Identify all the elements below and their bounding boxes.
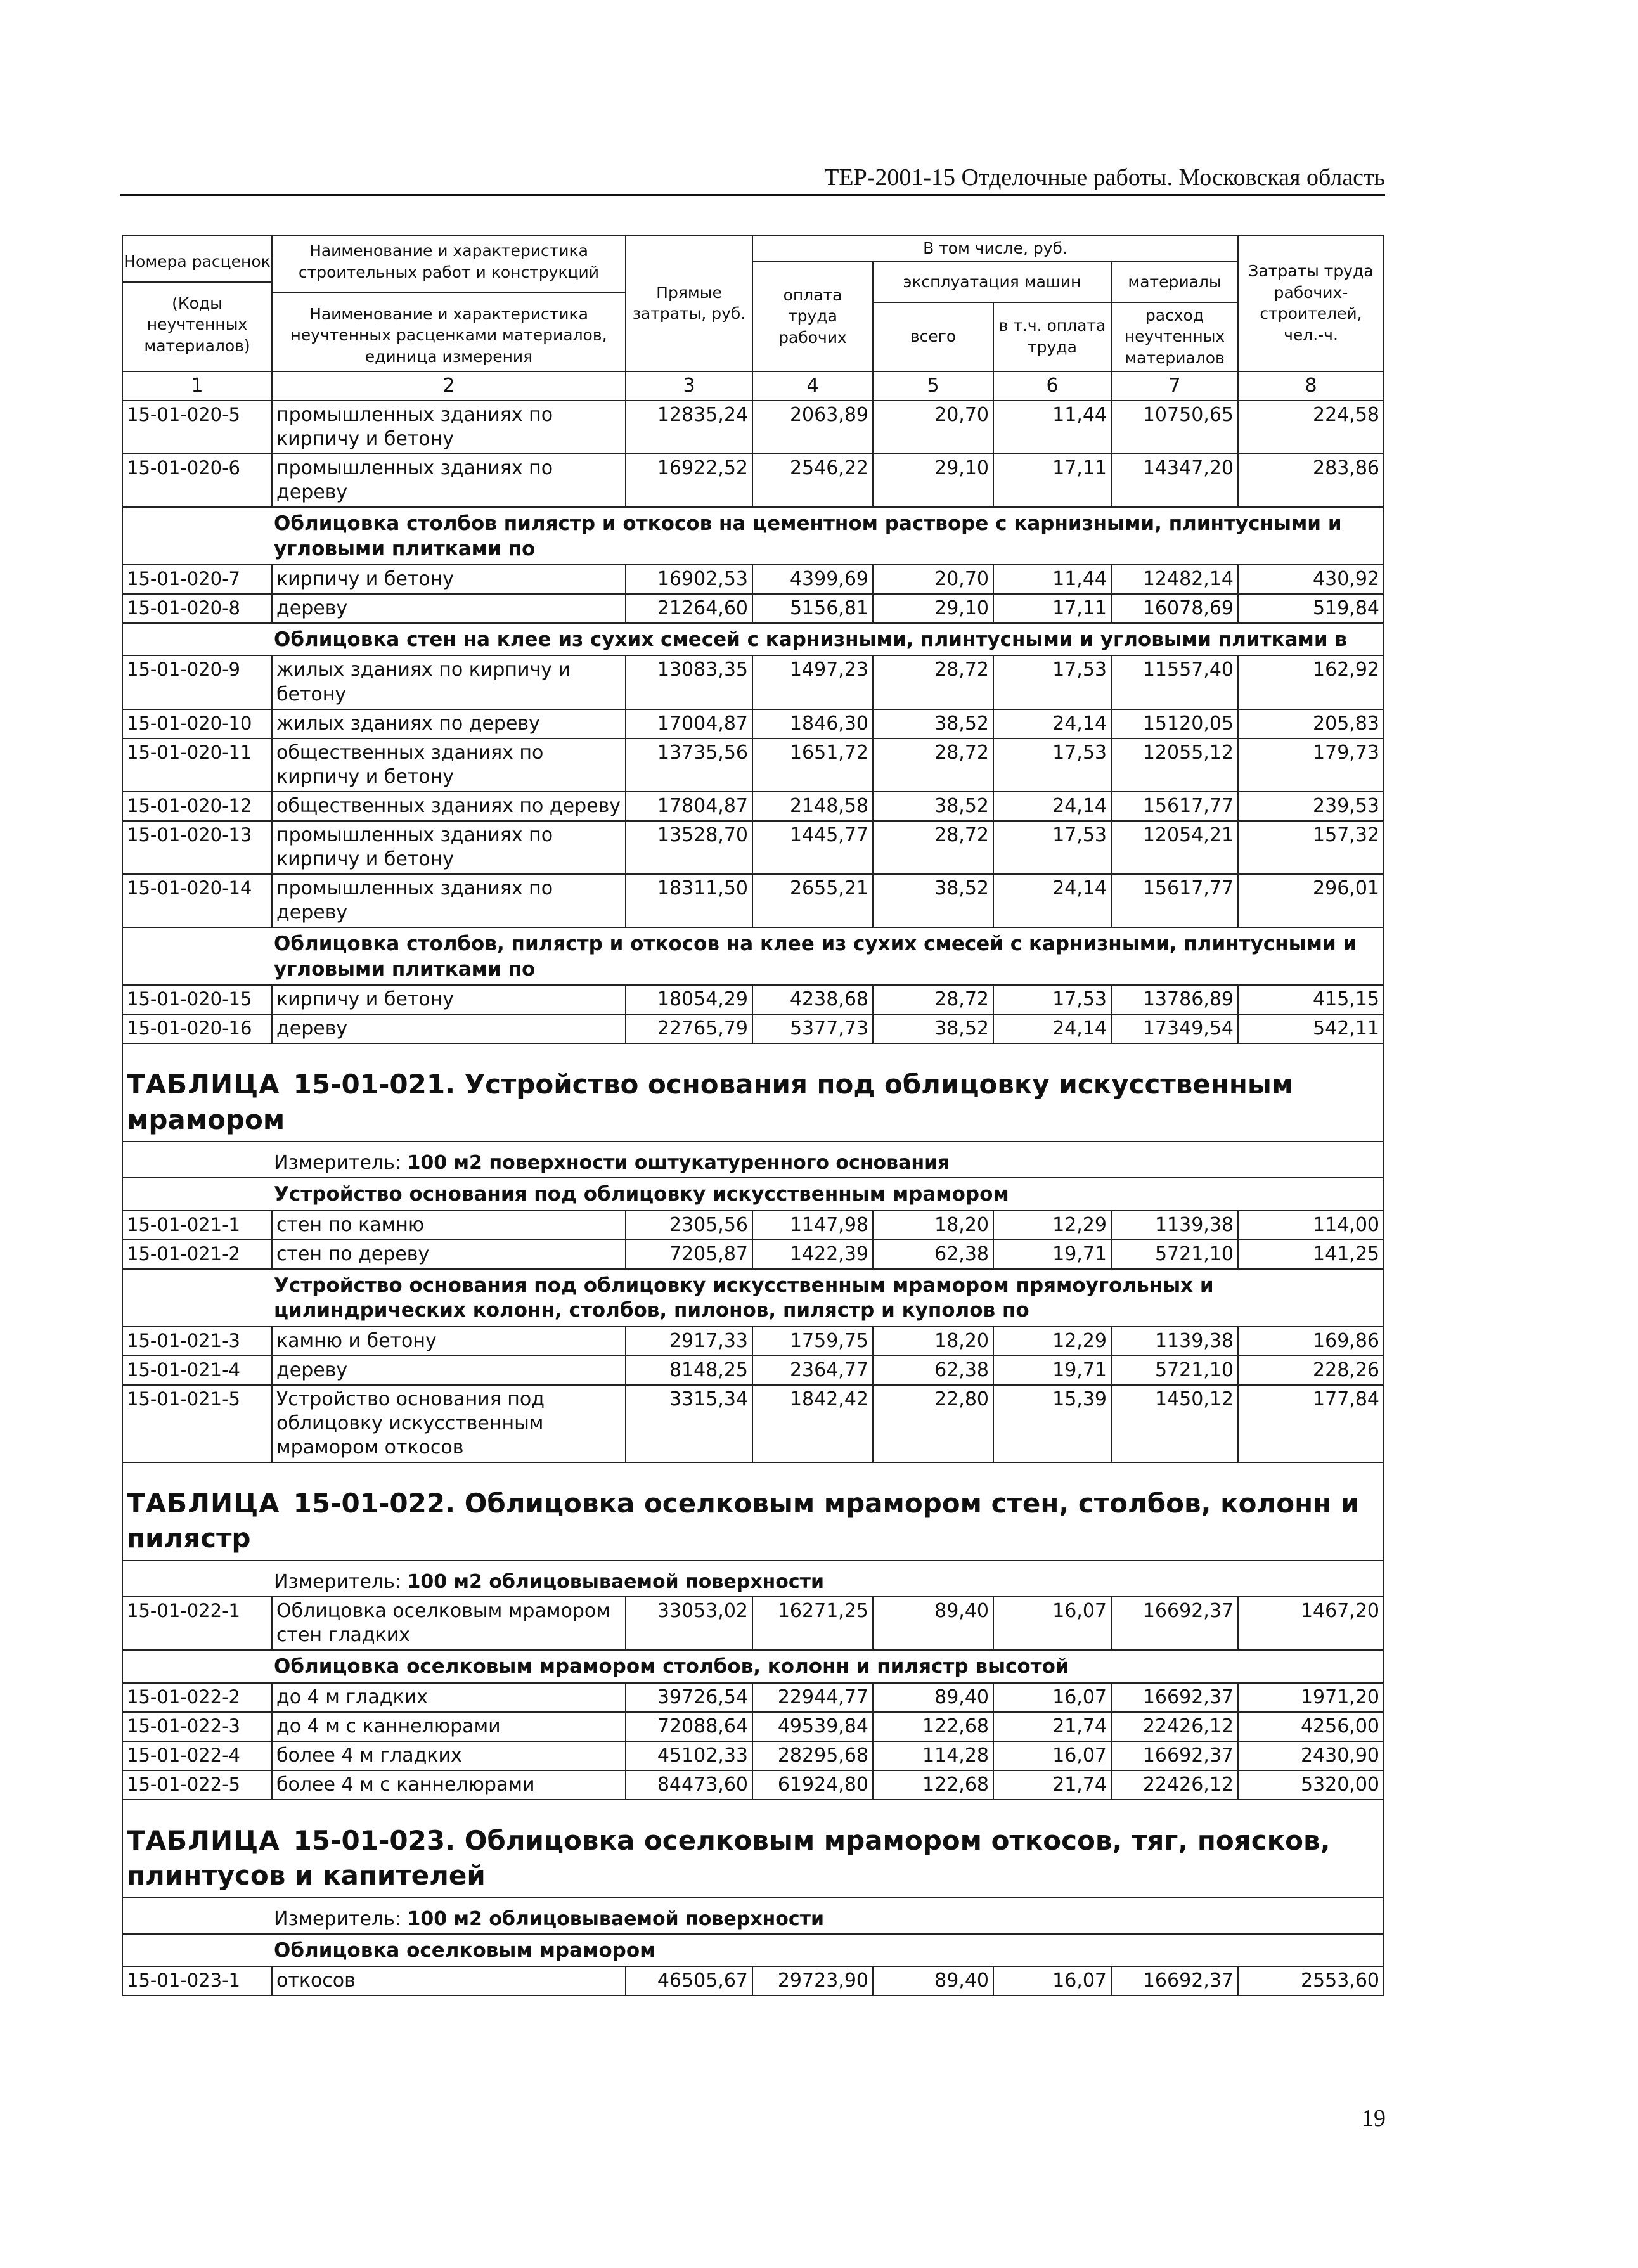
- rate-description: кирпичу и бетону: [272, 565, 626, 594]
- column-numbers-row: [122, 371, 1384, 401]
- rate-description: промышленных зданиях по дереву: [272, 454, 626, 507]
- table-row: [122, 454, 1384, 507]
- rate-code: 15-01-020-11: [122, 738, 272, 792]
- table-title-row: [122, 1043, 1384, 1142]
- rate-code: 15-01-022-2: [122, 1683, 272, 1712]
- labor-value: 177,84: [1238, 1385, 1384, 1462]
- machines-labor-value: 21,74: [993, 1712, 1111, 1741]
- rate-code: 15-01-020-8: [122, 594, 272, 623]
- rate-description: общественных зданиях по кирпичу и бетону: [272, 738, 626, 792]
- rate-code: 15-01-020-13: [122, 821, 272, 874]
- table-label: ТАБЛИЦА: [127, 1069, 280, 1100]
- wages-value: 29723,90: [752, 1966, 873, 1995]
- labor-value: 2430,90: [1238, 1741, 1384, 1770]
- labor-value: 169,86: [1238, 1327, 1384, 1356]
- table-row: [122, 738, 1384, 792]
- machines-total-value: 38,52: [873, 874, 993, 927]
- machines-total-value: 29,10: [873, 454, 993, 507]
- machines-total-value: 28,72: [873, 655, 993, 709]
- section-row: [122, 1650, 1384, 1682]
- machines-total-value: 122,68: [873, 1770, 993, 1800]
- direct-costs-value: 16922,52: [626, 454, 752, 507]
- wages-value: 5156,81: [752, 594, 873, 623]
- materials-value: 22426,12: [1111, 1770, 1238, 1800]
- direct-costs-value: 45102,33: [626, 1741, 752, 1770]
- machines-labor-value: 24,14: [993, 709, 1111, 738]
- header-row-1: [122, 235, 1384, 262]
- rate-code: 15-01-020-14: [122, 874, 272, 927]
- meter-value: 100 м2 поверхности оштукатуренного основания: [407, 1152, 950, 1175]
- machines-total-value: 29,10: [873, 594, 993, 623]
- machines-total-value: 28,72: [873, 821, 993, 874]
- rate-description: более 4 м гладких: [272, 1741, 626, 1770]
- machines-total-value: 38,52: [873, 1014, 993, 1043]
- machines-total-value: 114,28: [873, 1741, 993, 1770]
- machines-header: эксплуатация машин: [873, 262, 1111, 302]
- materials-unaccounted-header: расход неучтенных материалов: [1111, 302, 1238, 371]
- wages-value: 1842,42: [752, 1385, 873, 1462]
- table-row: [122, 1966, 1384, 1995]
- wages-value: 1651,72: [752, 738, 873, 792]
- header-rule: [120, 194, 1385, 196]
- machines-labor-value: 17,53: [993, 738, 1111, 792]
- section-row: [122, 927, 1384, 985]
- materials-value: 15617,77: [1111, 874, 1238, 927]
- rate-description: камню и бетону: [272, 1327, 626, 1356]
- column-number: 1: [122, 371, 272, 401]
- direct-costs-value: 13083,35: [626, 655, 752, 709]
- direct-costs-value: 13528,70: [626, 821, 752, 874]
- meter: [122, 1561, 1384, 1597]
- wages-value: 5377,73: [752, 1014, 873, 1043]
- machines-labor-value: 21,74: [993, 1770, 1111, 1800]
- machines-total-header: всего: [873, 302, 993, 371]
- machines-labor-value: 12,29: [993, 1327, 1111, 1356]
- table-row: [122, 985, 1384, 1014]
- meter-value: 100 м2 облицовываемой поверхности: [407, 1907, 825, 1930]
- materials-value: 1139,38: [1111, 1327, 1238, 1356]
- rate-code: 15-01-020-5: [122, 401, 272, 454]
- rate-description: откосов: [272, 1966, 626, 1995]
- column-number: 6: [993, 371, 1111, 401]
- rate-description: промышленных зданиях по кирпичу и бетону: [272, 401, 626, 454]
- materials-value: 5721,10: [1111, 1240, 1238, 1269]
- table-row: [122, 1741, 1384, 1770]
- column-number: 7: [1111, 371, 1238, 401]
- col-codes-header-bottom: (Коды неучтенных материалов): [144, 293, 250, 356]
- direct-costs-value: 12835,24: [626, 401, 752, 454]
- direct-costs-value: 2917,33: [626, 1327, 752, 1356]
- materials-value: 12482,14: [1111, 565, 1238, 594]
- labor-value: 5320,00: [1238, 1770, 1384, 1800]
- rate-code: 15-01-022-5: [122, 1770, 272, 1800]
- labor-value: 296,01: [1238, 874, 1384, 927]
- labor-value: 519,84: [1238, 594, 1384, 623]
- wages-value: 1759,75: [752, 1327, 873, 1356]
- direct-costs-value: 33053,02: [626, 1597, 752, 1650]
- direct-costs-value: 39726,54: [626, 1683, 752, 1712]
- table-row: [122, 1356, 1384, 1385]
- materials-header: материалы: [1111, 262, 1238, 302]
- machines-total-value: 28,72: [873, 985, 993, 1014]
- table-title: [122, 1462, 1384, 1561]
- wages-value: 2655,21: [752, 874, 873, 927]
- materials-value: 5721,10: [1111, 1356, 1238, 1385]
- table-row: [122, 1683, 1384, 1712]
- materials-value: 16692,37: [1111, 1597, 1238, 1650]
- rate-description: дереву: [272, 1356, 626, 1385]
- rate-code: 15-01-022-3: [122, 1712, 272, 1741]
- labor-value: 162,92: [1238, 655, 1384, 709]
- wages-value: 22944,77: [752, 1683, 873, 1712]
- machines-total-value: 20,70: [873, 401, 993, 454]
- meter-label: Измеритель:: [274, 1570, 401, 1593]
- table-row: [122, 401, 1384, 454]
- table-row: [122, 709, 1384, 738]
- table-row: [122, 1240, 1384, 1269]
- column-number: 8: [1238, 371, 1384, 401]
- table-row: [122, 1712, 1384, 1741]
- labor-value: 205,83: [1238, 709, 1384, 738]
- rate-code: 15-01-021-5: [122, 1385, 272, 1462]
- direct-costs-value: 46505,67: [626, 1966, 752, 1995]
- table-title-row: [122, 1462, 1384, 1561]
- labor-header: Затраты труда рабочих-строителей, чел.-ч.: [1238, 235, 1384, 371]
- machines-total-value: 89,40: [873, 1966, 993, 1995]
- wages-value: 49539,84: [752, 1712, 873, 1741]
- materials-value: 12055,12: [1111, 738, 1238, 792]
- machines-total-value: 38,52: [873, 709, 993, 738]
- table-title: [122, 1043, 1384, 1142]
- table-row: [122, 1597, 1384, 1650]
- rate-description: более 4 м с каннелюрами: [272, 1770, 626, 1800]
- table-row: [122, 1385, 1384, 1462]
- direct-costs-value: 13735,56: [626, 738, 752, 792]
- materials-value: 12054,21: [1111, 821, 1238, 874]
- direct-costs-value: 2305,56: [626, 1211, 752, 1240]
- materials-value: 22426,12: [1111, 1712, 1238, 1741]
- labor-value: 430,92: [1238, 565, 1384, 594]
- section-title: Устройство основания под облицовку искусственным мрамором прямоугольных и цилиндрических колонн, столбов, пилонов, пилястр и куполов по: [122, 1269, 1384, 1327]
- machines-labor-value: 17,11: [993, 594, 1111, 623]
- rate-description: промышленных зданиях по кирпичу и бетону: [272, 821, 626, 874]
- rate-description: общественных зданиях по дереву: [272, 792, 626, 821]
- col-codes-header-top: Номера расценок: [123, 248, 271, 283]
- table-row: [122, 1327, 1384, 1356]
- labor-value: 114,00: [1238, 1211, 1384, 1240]
- section-row: [122, 1934, 1384, 1966]
- rate-code: 15-01-020-15: [122, 985, 272, 1014]
- labor-value: 2553,60: [1238, 1966, 1384, 1995]
- section-row: [122, 507, 1384, 565]
- table-name: Облицовка оселковым мрамором стен, столбов, колонн и пилястр: [127, 1488, 1360, 1554]
- materials-value: 14347,20: [1111, 454, 1238, 507]
- table-label: ТАБЛИЦА: [127, 1824, 280, 1856]
- direct-costs-value: 16902,53: [626, 565, 752, 594]
- col-name-header: [272, 235, 626, 371]
- wages-value: 2546,22: [752, 454, 873, 507]
- rate-description: до 4 м гладких: [272, 1683, 626, 1712]
- wages-value: 1445,77: [752, 821, 873, 874]
- col-name-header-bottom: Наименование и характеристика неучтенных расценками материалов, единица измерения: [290, 304, 607, 366]
- table-code: 15-01-021.: [293, 1069, 456, 1100]
- meter-row: [122, 1898, 1384, 1934]
- wages-value: 1422,39: [752, 1240, 873, 1269]
- col-name-header-top: Наименование и характеристика строительных работ и конструкций: [273, 238, 625, 293]
- machines-labor-value: 17,53: [993, 821, 1111, 874]
- meter-row: [122, 1142, 1384, 1178]
- wages-value: 2063,89: [752, 401, 873, 454]
- meter-value: 100 м2 облицовываемой поверхности: [407, 1570, 825, 1593]
- column-number: 2: [272, 371, 626, 401]
- materials-value: 17349,54: [1111, 1014, 1238, 1043]
- direct-costs-value: 8148,25: [626, 1356, 752, 1385]
- rate-code: 15-01-021-4: [122, 1356, 272, 1385]
- column-number: 3: [626, 371, 752, 401]
- direct-costs-value: 3315,34: [626, 1385, 752, 1462]
- direct-costs-value: 72088,64: [626, 1712, 752, 1741]
- direct-costs-value: 21264,60: [626, 594, 752, 623]
- rate-code: 15-01-020-9: [122, 655, 272, 709]
- machines-total-value: 18,20: [873, 1211, 993, 1240]
- machines-labor-value: 24,14: [993, 1014, 1111, 1043]
- machines-labor-value: 24,14: [993, 874, 1111, 927]
- labor-value: 141,25: [1238, 1240, 1384, 1269]
- machines-total-value: 22,80: [873, 1385, 993, 1462]
- machines-total-value: 18,20: [873, 1327, 993, 1356]
- machines-total-value: 122,68: [873, 1712, 993, 1741]
- machines-labor-value: 16,07: [993, 1683, 1111, 1712]
- machines-labor-value: 17,11: [993, 454, 1111, 507]
- meter-label: Измеритель:: [274, 1907, 401, 1930]
- machines-total-value: 38,52: [873, 792, 993, 821]
- incl-header: В том числе, руб.: [752, 235, 1238, 262]
- col-codes-header: [122, 235, 272, 371]
- machines-labor-value: 19,71: [993, 1356, 1111, 1385]
- wages-value: 2364,77: [752, 1356, 873, 1385]
- machines-labor-value: 17,53: [993, 985, 1111, 1014]
- column-number: 4: [752, 371, 873, 401]
- direct-costs-value: 22765,79: [626, 1014, 752, 1043]
- section-row: [122, 623, 1384, 655]
- page-number: 19: [1362, 2105, 1386, 2132]
- machines-labor-value: 17,53: [993, 655, 1111, 709]
- direct-costs-value: 84473,60: [626, 1770, 752, 1800]
- direct-costs-value: 7205,87: [626, 1240, 752, 1269]
- section-title: Облицовка стен на клее из сухих смесей с карнизными, плинтусными и угловыми плитками в: [122, 623, 1384, 655]
- direct-costs-value: 18054,29: [626, 985, 752, 1014]
- rate-code: 15-01-023-1: [122, 1966, 272, 1995]
- rate-description: жилых зданиях по дереву: [272, 709, 626, 738]
- section-title: Облицовка оселковым мрамором столбов, колонн и пилястр высотой: [122, 1650, 1384, 1682]
- labor-value: 157,32: [1238, 821, 1384, 874]
- rate-description: Облицовка оселковым мрамором стен гладких: [272, 1597, 626, 1650]
- rate-description: промышленных зданиях по дереву: [272, 874, 626, 927]
- labor-value: 1467,20: [1238, 1597, 1384, 1650]
- column-number: 5: [873, 371, 993, 401]
- table-row: [122, 792, 1384, 821]
- machines-total-value: 89,40: [873, 1683, 993, 1712]
- rate-code: 15-01-021-1: [122, 1211, 272, 1240]
- rate-description: стен по камню: [272, 1211, 626, 1240]
- labor-value: 179,73: [1238, 738, 1384, 792]
- machines-labor-value: 11,44: [993, 401, 1111, 454]
- machines-total-value: 20,70: [873, 565, 993, 594]
- materials-value: 16692,37: [1111, 1683, 1238, 1712]
- machines-labor-value: 15,39: [993, 1385, 1111, 1462]
- rate-code: 15-01-022-4: [122, 1741, 272, 1770]
- rate-code: 15-01-020-16: [122, 1014, 272, 1043]
- section-title: Устройство основания под облицовку искусственным мрамором: [122, 1178, 1384, 1210]
- wages-value: 1147,98: [752, 1211, 873, 1240]
- labor-value: 1971,20: [1238, 1683, 1384, 1712]
- labor-value: 542,11: [1238, 1014, 1384, 1043]
- rate-code: 15-01-020-7: [122, 565, 272, 594]
- rate-code: 15-01-020-10: [122, 709, 272, 738]
- wages-value: 4238,68: [752, 985, 873, 1014]
- wages-value: 4399,69: [752, 565, 873, 594]
- labor-value: 224,58: [1238, 401, 1384, 454]
- page-header: ТЕР-2001-15 Отделочные работы. Московская область: [824, 164, 1385, 191]
- rate-body: [122, 401, 1384, 1996]
- direct-costs-value: 18311,50: [626, 874, 752, 927]
- machines-total-value: 89,40: [873, 1597, 993, 1650]
- table-row: [122, 1014, 1384, 1043]
- meter-label: Измеритель:: [274, 1152, 401, 1175]
- rate-description: дереву: [272, 594, 626, 623]
- materials-value: 16692,37: [1111, 1966, 1238, 1995]
- table-title-row: [122, 1800, 1384, 1898]
- wages-value: 28295,68: [752, 1741, 873, 1770]
- rate-description: стен по дереву: [272, 1240, 626, 1269]
- rate-description: жилых зданиях по кирпичу и бетону: [272, 655, 626, 709]
- machines-total-value: 62,38: [873, 1356, 993, 1385]
- materials-value: 1450,12: [1111, 1385, 1238, 1462]
- table-title: [122, 1800, 1384, 1898]
- rate-code: 15-01-020-12: [122, 792, 272, 821]
- machines-labor-value: 16,07: [993, 1741, 1111, 1770]
- direct-costs-header: Прямые затраты, руб.: [626, 235, 752, 371]
- direct-costs-value: 17804,87: [626, 792, 752, 821]
- materials-value: 15120,05: [1111, 709, 1238, 738]
- meter: [122, 1898, 1384, 1934]
- machines-total-value: 28,72: [873, 738, 993, 792]
- section-title: Облицовка оселковым мрамором: [122, 1934, 1384, 1966]
- rate-description: кирпичу и бетону: [272, 985, 626, 1014]
- materials-value: 15617,77: [1111, 792, 1238, 821]
- table-label: ТАБЛИЦА: [127, 1488, 280, 1519]
- rate-code: 15-01-022-1: [122, 1597, 272, 1650]
- labor-value: 283,86: [1238, 454, 1384, 507]
- section-title: Облицовка столбов пилястр и откосов на цементном растворе с карнизными, плинтусными и угловыми плитками по: [122, 507, 1384, 565]
- wages-value: 1846,30: [752, 709, 873, 738]
- table-row: [122, 565, 1384, 594]
- table-row: [122, 874, 1384, 927]
- rate-code: 15-01-021-3: [122, 1327, 272, 1356]
- table-name: Облицовка оселковым мрамором откосов, тяг, поясков, плинтусов и капителей: [127, 1824, 1331, 1891]
- rate-code: 15-01-021-2: [122, 1240, 272, 1269]
- wages-value: 1497,23: [752, 655, 873, 709]
- materials-value: 13786,89: [1111, 985, 1238, 1014]
- machines-labor-value: 11,44: [993, 565, 1111, 594]
- table-row: [122, 821, 1384, 874]
- machines-labor-value: 16,07: [993, 1966, 1111, 1995]
- machines-labor-value: 19,71: [993, 1240, 1111, 1269]
- machines-labor-header: в т.ч. оплата труда: [993, 302, 1111, 371]
- machines-total-value: 62,38: [873, 1240, 993, 1269]
- rate-description: до 4 м с каннелюрами: [272, 1712, 626, 1741]
- materials-value: 1139,38: [1111, 1211, 1238, 1240]
- labor-value: 415,15: [1238, 985, 1384, 1014]
- direct-costs-value: 17004,87: [626, 709, 752, 738]
- table-name: Устройство основания под облицовку искусственным мрамором: [127, 1069, 1294, 1135]
- labor-value: 239,53: [1238, 792, 1384, 821]
- section-title: Облицовка столбов, пилястр и откосов на клее из сухих смесей с карнизными, плинтусными и угловыми плитками по: [122, 927, 1384, 985]
- table-code: 15-01-022.: [293, 1488, 456, 1519]
- table-row: [122, 655, 1384, 709]
- section-row: [122, 1269, 1384, 1327]
- table-code: 15-01-023.: [293, 1824, 456, 1856]
- rate-description: Устройство основания под облицовку искусственным мрамором откосов: [272, 1385, 626, 1462]
- meter: [122, 1142, 1384, 1178]
- labor-value: 228,26: [1238, 1356, 1384, 1385]
- rate-code: 15-01-020-6: [122, 454, 272, 507]
- meter-row: [122, 1561, 1384, 1597]
- machines-labor-value: 16,07: [993, 1597, 1111, 1650]
- materials-value: 10750,65: [1111, 401, 1238, 454]
- machines-labor-value: 24,14: [993, 792, 1111, 821]
- materials-value: 16078,69: [1111, 594, 1238, 623]
- labor-value: 4256,00: [1238, 1712, 1384, 1741]
- materials-value: 16692,37: [1111, 1741, 1238, 1770]
- materials-value: 11557,40: [1111, 655, 1238, 709]
- wages-value: 61924,80: [752, 1770, 873, 1800]
- table-row: [122, 1211, 1384, 1240]
- wages-header: оплата труда рабочих: [752, 262, 873, 371]
- rates-table: [122, 235, 1384, 1996]
- table-row: [122, 1770, 1384, 1800]
- section-row: [122, 1178, 1384, 1210]
- wages-value: 2148,58: [752, 792, 873, 821]
- table-row: [122, 594, 1384, 623]
- machines-labor-value: 12,29: [993, 1211, 1111, 1240]
- wages-value: 16271,25: [752, 1597, 873, 1650]
- rate-description: дереву: [272, 1014, 626, 1043]
